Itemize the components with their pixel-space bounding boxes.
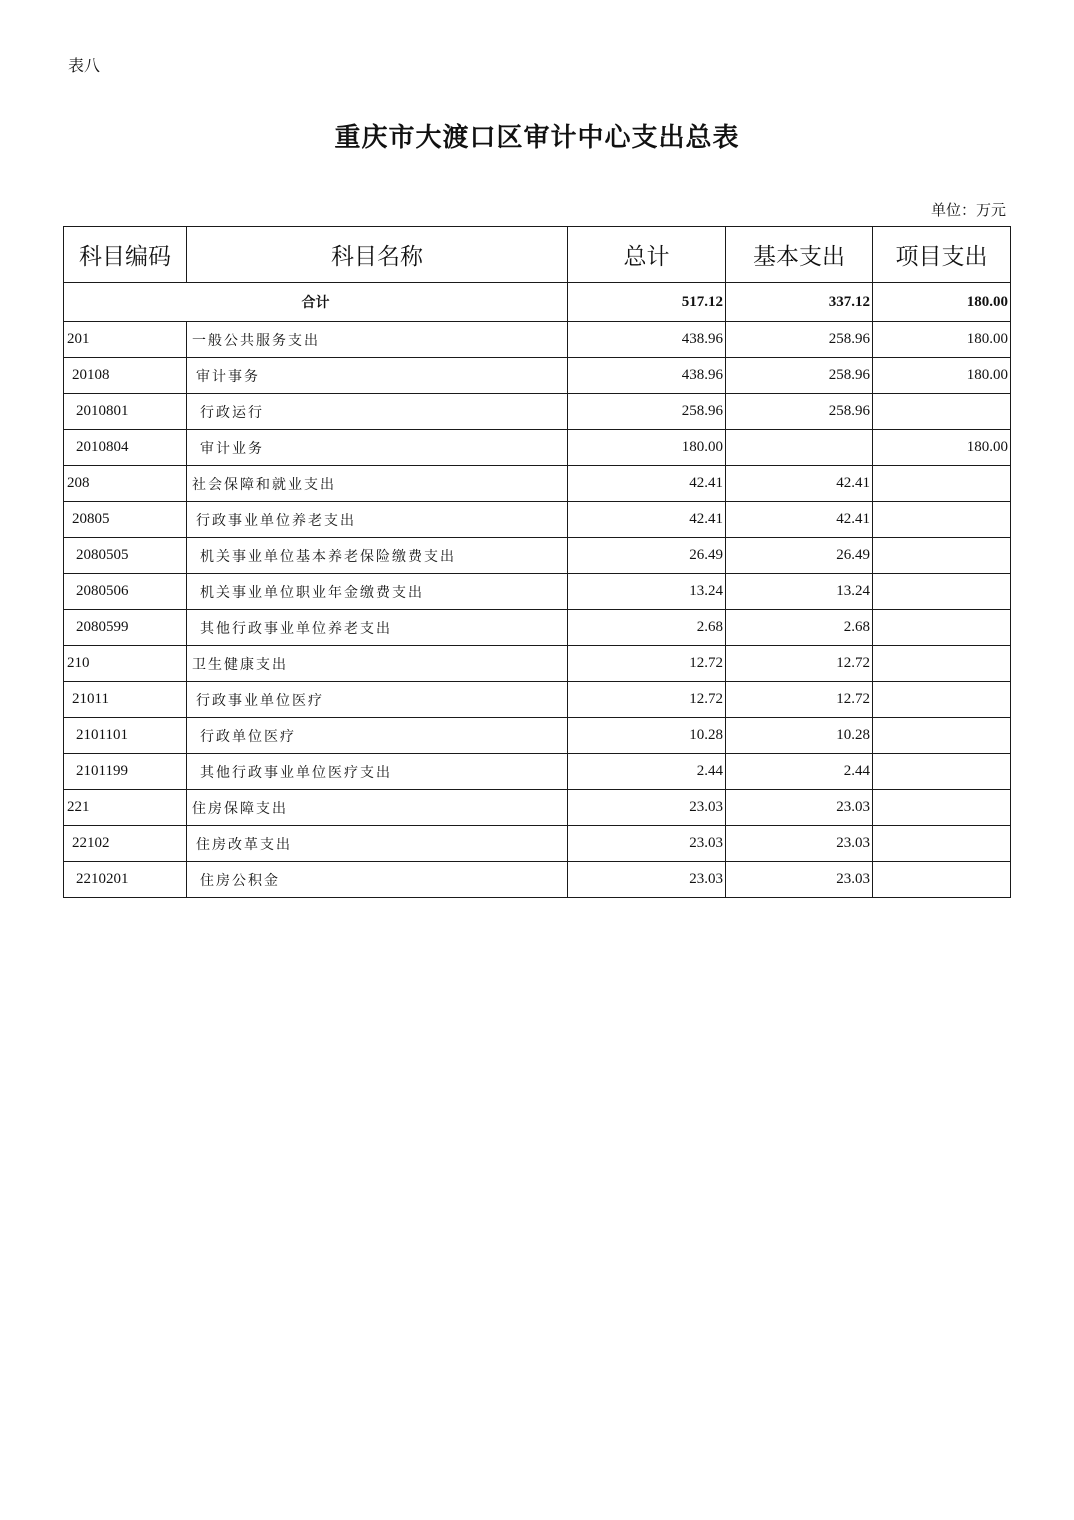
table-row [64, 862, 1011, 898]
basic-cell: 258.96 [726, 394, 873, 430]
total-cell: 42.41 [568, 502, 726, 538]
table-row [64, 790, 1011, 826]
table-row [64, 322, 1011, 358]
code-cell: 208 [64, 466, 187, 502]
basic-cell: 13.24 [726, 574, 873, 610]
code-cell: 2080505 [64, 538, 187, 574]
table-row [64, 358, 1011, 394]
name-cell: 住房改革支出 [187, 826, 568, 862]
unit-label: 单位：万元 [930, 201, 1006, 219]
code-cell: 221 [64, 790, 187, 826]
header-project: 项目支出 [873, 227, 1011, 283]
total-cell: 2.44 [568, 754, 726, 790]
basic-cell: 23.03 [726, 862, 873, 898]
name-cell: 行政事业单位医疗 [187, 682, 568, 718]
table-row [64, 826, 1011, 862]
expenditure-table [63, 226, 1011, 898]
code-cell: 2101199 [64, 754, 187, 790]
code-cell: 2010801 [64, 394, 187, 430]
basic-cell: 23.03 [726, 790, 873, 826]
table-row [64, 610, 1011, 646]
table-row [64, 754, 1011, 790]
project-cell [873, 646, 1011, 682]
code-cell: 20108 [64, 358, 187, 394]
table-row [64, 466, 1011, 502]
total-row [64, 283, 1011, 322]
total-cell: 258.96 [568, 394, 726, 430]
code-cell: 201 [64, 322, 187, 358]
project-cell [873, 790, 1011, 826]
name-cell: 审计业务 [187, 430, 568, 466]
total-label: 合计 [64, 283, 568, 322]
header-code: 科目编码 [64, 227, 187, 283]
basic-cell: 337.12 [726, 283, 873, 322]
table-row [64, 574, 1011, 610]
basic-cell: 12.72 [726, 646, 873, 682]
total-cell: 438.96 [568, 322, 726, 358]
code-cell: 20805 [64, 502, 187, 538]
name-cell: 卫生健康支出 [187, 646, 568, 682]
project-cell: 180.00 [873, 358, 1011, 394]
header-total: 总计 [568, 227, 726, 283]
header-row [64, 227, 1011, 283]
project-cell [873, 682, 1011, 718]
total-cell: 180.00 [568, 430, 726, 466]
total-cell: 26.49 [568, 538, 726, 574]
basic-cell: 2.68 [726, 610, 873, 646]
name-cell: 社会保障和就业支出 [187, 466, 568, 502]
project-cell [873, 466, 1011, 502]
code-cell: 2210201 [64, 862, 187, 898]
header-basic: 基本支出 [726, 227, 873, 283]
code-cell: 2080599 [64, 610, 187, 646]
basic-cell: 42.41 [726, 502, 873, 538]
total-cell: 438.96 [568, 358, 726, 394]
project-cell: 180.00 [873, 322, 1011, 358]
total-cell: 10.28 [568, 718, 726, 754]
basic-cell [726, 430, 873, 466]
table-row [64, 718, 1011, 754]
basic-cell: 23.03 [726, 826, 873, 862]
project-cell: 180.00 [873, 283, 1011, 322]
table-label: 表八 [68, 56, 101, 75]
name-cell: 机关事业单位职业年金缴费支出 [187, 574, 568, 610]
project-cell [873, 610, 1011, 646]
name-cell: 其他行政事业单位养老支出 [187, 610, 568, 646]
table-row [64, 646, 1011, 682]
basic-cell: 26.49 [726, 538, 873, 574]
header-name: 科目名称 [187, 227, 568, 283]
name-cell: 住房公积金 [187, 862, 568, 898]
basic-cell: 42.41 [726, 466, 873, 502]
total-cell: 517.12 [568, 283, 726, 322]
project-cell [873, 538, 1011, 574]
name-cell: 一般公共服务支出 [187, 322, 568, 358]
total-cell: 12.72 [568, 646, 726, 682]
table-row [64, 430, 1011, 466]
basic-cell: 10.28 [726, 718, 873, 754]
project-cell [873, 718, 1011, 754]
name-cell: 行政事业单位养老支出 [187, 502, 568, 538]
name-cell: 住房保障支出 [187, 790, 568, 826]
basic-cell: 12.72 [726, 682, 873, 718]
name-cell: 行政单位医疗 [187, 718, 568, 754]
total-cell: 13.24 [568, 574, 726, 610]
total-cell: 23.03 [568, 826, 726, 862]
code-cell: 2010804 [64, 430, 187, 466]
code-cell: 2101101 [64, 718, 187, 754]
project-cell [873, 862, 1011, 898]
table-row [64, 502, 1011, 538]
project-cell [873, 574, 1011, 610]
table-row [64, 538, 1011, 574]
total-cell: 23.03 [568, 862, 726, 898]
basic-cell: 258.96 [726, 322, 873, 358]
name-cell: 审计事务 [187, 358, 568, 394]
table-row [64, 394, 1011, 430]
total-cell: 2.68 [568, 610, 726, 646]
project-cell [873, 826, 1011, 862]
total-cell: 42.41 [568, 466, 726, 502]
name-cell: 其他行政事业单位医疗支出 [187, 754, 568, 790]
basic-cell: 2.44 [726, 754, 873, 790]
code-cell: 2080506 [64, 574, 187, 610]
name-cell: 机关事业单位基本养老保险缴费支出 [187, 538, 568, 574]
name-cell: 行政运行 [187, 394, 568, 430]
code-cell: 21011 [64, 682, 187, 718]
page-title: 重庆市大渡口区审计中心支出总表 [334, 123, 740, 153]
basic-cell: 258.96 [726, 358, 873, 394]
project-cell [873, 754, 1011, 790]
total-cell: 12.72 [568, 682, 726, 718]
code-cell: 22102 [64, 826, 187, 862]
project-cell [873, 394, 1011, 430]
project-cell: 180.00 [873, 430, 1011, 466]
table-row [64, 682, 1011, 718]
total-cell: 23.03 [568, 790, 726, 826]
code-cell: 210 [64, 646, 187, 682]
project-cell [873, 502, 1011, 538]
